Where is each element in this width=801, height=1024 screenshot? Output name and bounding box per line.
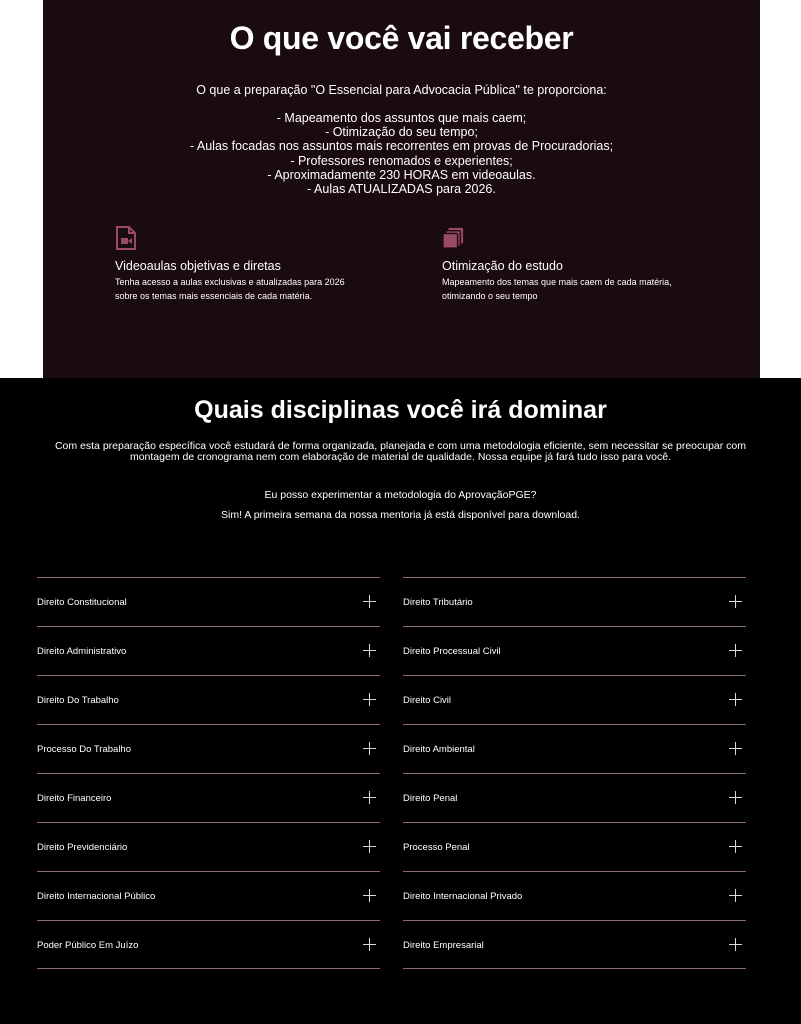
feature-description-line: otimizando o seu tempo — [442, 291, 538, 301]
plus-icon[interactable] — [363, 742, 376, 755]
trial-answer: Sim! A primeira semana da nossa mentoria já está disponível para download. — [221, 509, 580, 521]
stacked-documents-icon — [442, 226, 464, 250]
video-file-icon — [115, 226, 137, 250]
accordion-label: Direito Constitucional — [37, 597, 127, 608]
feature-description-line: Mapeamento dos temas que mais caem de cada matéria, — [442, 277, 672, 287]
accordion-label: Direito Administrativo — [37, 646, 127, 657]
accordion-item-direito-constitucional[interactable] — [37, 577, 380, 626]
accordion-label: Direito Ambiental — [403, 744, 475, 755]
accordion-item-direito-internacional-publico[interactable] — [37, 871, 380, 920]
benefits-list — [43, 111, 760, 196]
accordion-label: Direito Empresarial — [403, 940, 484, 951]
accordion-item-direito-penal[interactable] — [403, 773, 746, 822]
accordion-label: Direito Internacional Privado — [403, 891, 523, 902]
plus-icon[interactable] — [729, 693, 742, 706]
plus-icon[interactable] — [729, 644, 742, 657]
plus-icon[interactable] — [363, 693, 376, 706]
accordion-item-direito-administrativo[interactable] — [37, 626, 380, 675]
benefit-item: - Professores renomados e experientes; — [290, 153, 513, 168]
feature-title: Otimização do estudo — [442, 259, 563, 273]
plus-icon[interactable] — [363, 840, 376, 853]
accordion-item-processo-penal[interactable] — [403, 822, 746, 871]
plus-icon[interactable] — [363, 595, 376, 608]
accordion-item-direito-do-trabalho[interactable] — [37, 675, 380, 724]
accordion-label: Processo Penal — [403, 842, 470, 853]
accordion-item-direito-civil[interactable] — [403, 675, 746, 724]
disciplines-section — [0, 378, 801, 1024]
accordion-label: Direito Penal — [403, 793, 458, 804]
accordion-label: Direito Previdenciário — [37, 842, 128, 853]
benefit-item: - Mapeamento dos assuntos que mais caem; — [276, 111, 527, 125]
accordion-item-direito-internacional-privado[interactable] — [403, 871, 746, 920]
plus-icon[interactable] — [729, 840, 742, 853]
accordion-item-processo-do-trabalho[interactable] — [37, 724, 380, 773]
benefit-item: - Aproximadamente 230 HORAS em videoaulas. — [267, 167, 536, 182]
accordion-label: Direito Tributário — [403, 597, 473, 608]
trial-question: Eu posso experimentar a metodologia do AprovaçãoPGE? — [264, 489, 537, 501]
receive-section — [43, 0, 760, 378]
accordion-item-direito-tributario[interactable] — [403, 577, 746, 626]
accordion-item-poder-publico-em-juizo[interactable] — [37, 920, 380, 969]
accordion-label: Processo Do Trabalho — [37, 744, 131, 755]
feature-otimizacao — [442, 226, 702, 303]
plus-icon[interactable] — [729, 889, 742, 902]
plus-icon[interactable] — [729, 791, 742, 804]
plus-icon[interactable] — [363, 889, 376, 902]
accordion-label: Poder Público Em Juízo — [37, 940, 139, 951]
accordion-label: Direito Do Trabalho — [37, 695, 119, 706]
disciplines-accordion-right — [403, 577, 746, 969]
feature-title: Videoaulas objetivas e diretas — [115, 259, 281, 273]
disciplines-description: Com esta preparação específica você estudará de forma organizada, planejada e com uma metodologia eficiente, sem necessitar se preocupar com montagem de cronograma nem com elaboração de material de qualidade. Nossa equipe já fará tudo isso para você. — [54, 440, 747, 463]
plus-icon[interactable] — [363, 644, 376, 657]
benefit-item: - Aulas ATUALIZADAS para 2026. — [307, 182, 496, 197]
plus-icon[interactable] — [729, 595, 742, 608]
receive-intro: O que a preparação "O Essencial para Advocacia Pública" te proporciona: — [196, 83, 607, 97]
feature-description-line: Tenha acesso a aulas exclusivas e atualizadas para 2026 — [115, 277, 345, 287]
accordion-label: Direito Internacional Público — [37, 891, 156, 902]
receive-section-title: O que você vai receber — [229, 20, 574, 56]
accordion-item-direito-financeiro[interactable] — [37, 773, 380, 822]
disciplines-title: Quais disciplinas você irá dominar — [194, 396, 607, 424]
accordion-label: Direito Civil — [403, 695, 452, 706]
plus-icon[interactable] — [729, 938, 742, 951]
plus-icon[interactable] — [363, 791, 376, 804]
disciplines-accordion-left — [37, 577, 380, 969]
feature-videoaulas — [115, 226, 375, 303]
plus-icon[interactable] — [729, 742, 742, 755]
accordion-item-direito-previdenciario[interactable] — [37, 822, 380, 871]
benefit-item: - Otimização do seu tempo; — [325, 125, 478, 140]
accordion-item-direito-empresarial[interactable] — [403, 920, 746, 969]
accordion-item-direito-processual-civil[interactable] — [403, 626, 746, 675]
feature-description-line: sobre os temas mais essenciais de cada matéria. — [115, 291, 313, 301]
feature-description — [442, 275, 702, 303]
accordion-item-direito-ambiental[interactable] — [403, 724, 746, 773]
plus-icon[interactable] — [363, 938, 376, 951]
feature-description — [115, 275, 375, 303]
accordion-label: Direito Financeiro — [37, 793, 112, 804]
accordion-label: Direito Processual Civil — [403, 646, 501, 657]
benefit-item: - Aulas focadas nos assuntos mais recorrentes em provas de Procuradorias; — [189, 139, 614, 154]
